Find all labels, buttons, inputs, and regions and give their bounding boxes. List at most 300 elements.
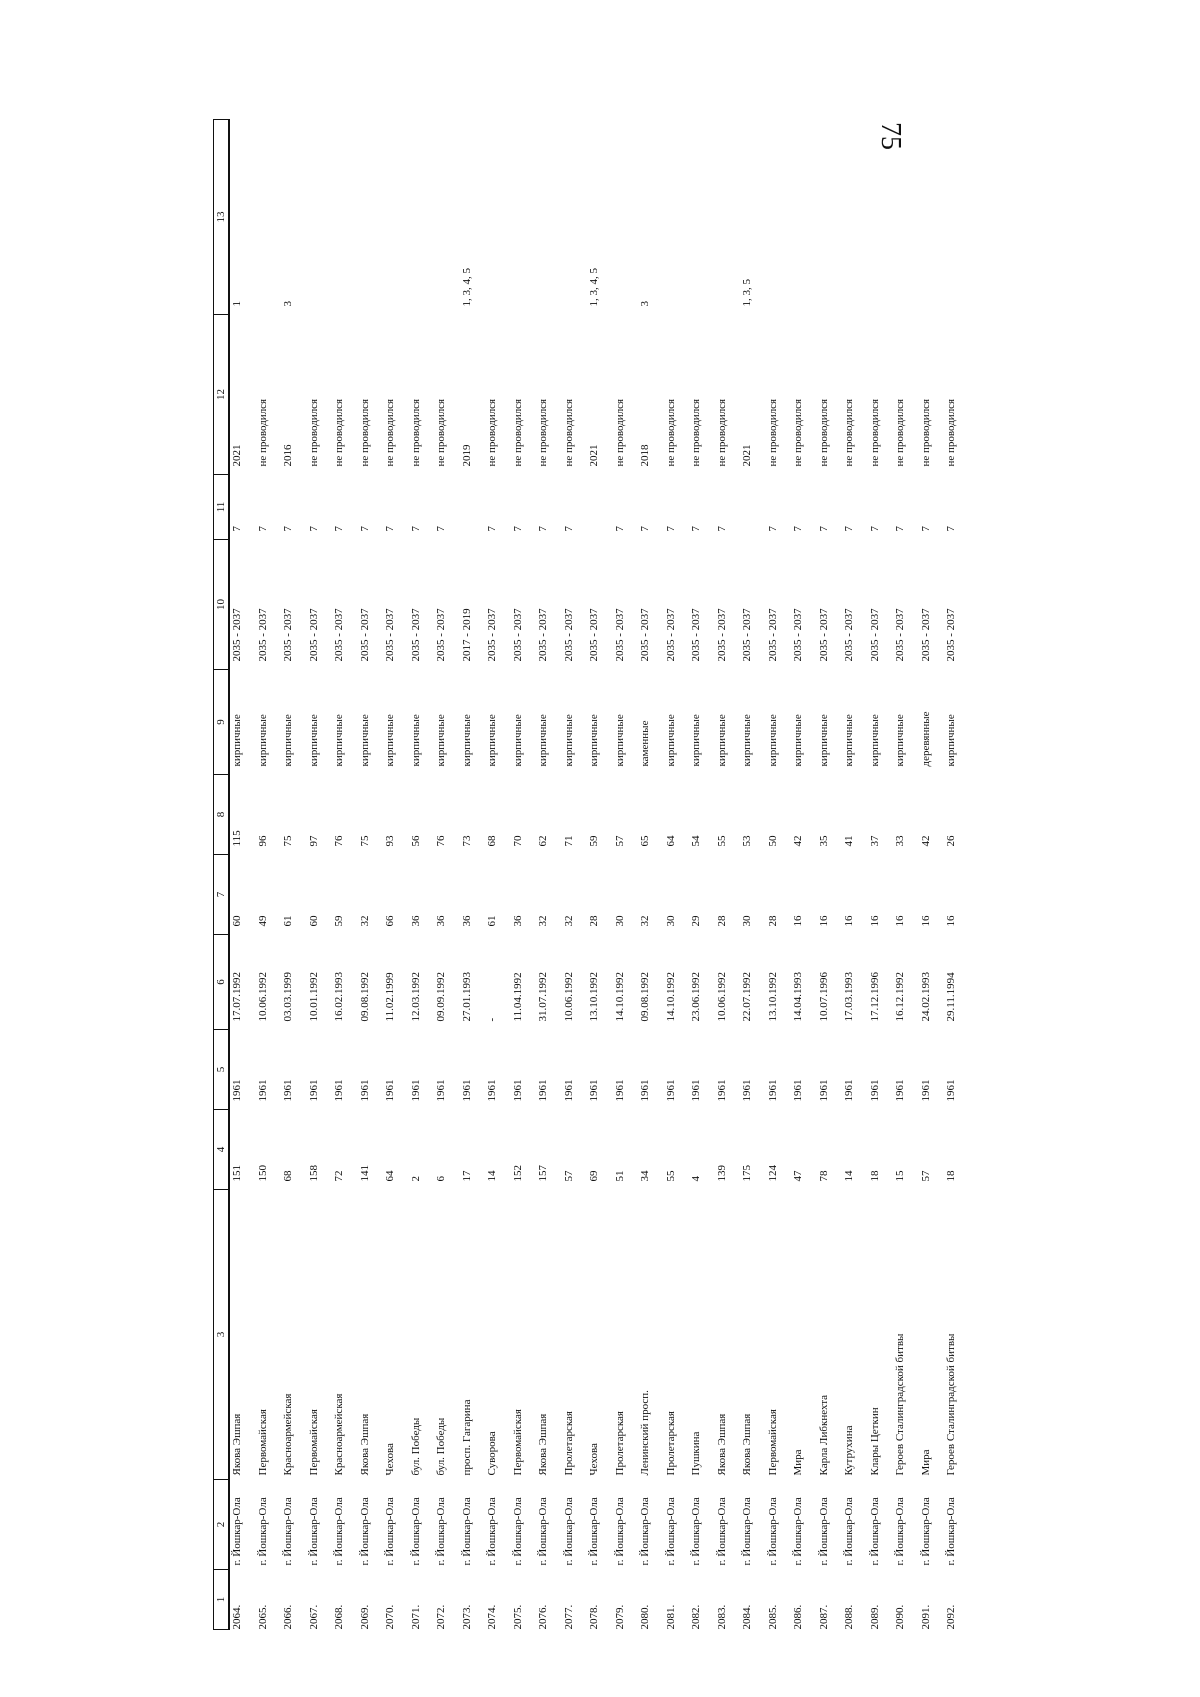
cell-street: просп. Гагарина [460,1399,473,1476]
cell-year-built: 1961 [256,1079,269,1102]
cell-privatization-date: 16.02.1993 [333,972,345,1022]
column-number-10: 10 [214,540,230,670]
cell-year-built: 1961 [664,1079,677,1102]
cell-street: Пролетарская [562,1411,575,1476]
cell-repair-codes [689,120,715,315]
cell-street: Героев Сталинградской битвы [894,1333,906,1476]
cell-apartments: 30 [664,915,677,927]
cell-last-repair-year: не проводился [486,398,498,467]
cell-privatization-date: 13.10.1992 [766,972,779,1022]
cell-planned-period: 2035 - 2037 [435,608,447,662]
cell-wall-material: кирпичные [537,714,549,767]
cell-last-repair-year: не проводился [843,398,855,467]
cell-year-built: 1961 [741,1079,753,1102]
cell-last-repair-year: не проводился [358,398,371,467]
cell-apartments: 32 [639,915,651,927]
cell-year-built: 1961 [919,1079,932,1102]
cell-apartments: 28 [715,915,728,927]
cell-wall-material: кирпичные [817,714,830,767]
cell-year-built: 1961 [894,1079,906,1102]
cell-city: г. Йошкар-Ола [919,1497,932,1566]
cell-house-number: 55 [664,1170,677,1182]
cell-planned-period: 2035 - 2037 [231,608,243,662]
cell-row-number: 2072. [435,1604,447,1630]
cell-apartments: 30 [613,915,626,927]
cell-planned-period: 2035 - 2037 [894,608,906,662]
cell-wall-material: кирпичные [945,714,957,767]
cell-wall-material: кирпичные [435,714,447,767]
cell-apartments: 16 [792,915,804,927]
cell-repair-type: 7 [511,526,524,532]
cell-repair-codes: 1, 3, 5 [741,279,753,307]
cell-planned-period: 2035 - 2037 [664,608,677,662]
cell-repair-type: 7 [307,526,320,532]
cell-residents: 54 [690,835,702,847]
table-row [256,120,282,1630]
cell-house-number: 69 [588,1170,600,1182]
column-number-11: 11 [214,475,230,540]
cell-wall-material: кирпичные [766,714,779,767]
table-row [358,120,384,1630]
cell-apartments: 32 [358,915,371,927]
cell-city: г. Йошкар-Ола [333,1497,345,1566]
cell-planned-period: 2035 - 2037 [639,608,651,662]
cell-row-number: 2079. [613,1604,626,1630]
cell-city: г. Йошкар-Ола [664,1497,677,1566]
cell-residents: 59 [588,835,600,847]
cell-repair-codes [868,120,894,315]
cell-row-number: 2081. [664,1604,677,1630]
cell-city: г. Йошкар-Ола [537,1497,549,1566]
cell-apartments: 36 [409,915,422,927]
cell-wall-material: кирпичные [894,714,906,767]
cell-city: г. Йошкар-Ола [358,1497,371,1566]
cell-row-number: 2067. [307,1604,320,1630]
table-row [842,120,868,1630]
cell-apartments: 60 [231,915,243,927]
cell-apartments: 30 [741,915,753,927]
cell-repair-type: 7 [282,526,294,532]
cell-privatization-date: 12.03.1992 [409,972,422,1022]
cell-last-repair-year: 2016 [282,444,294,467]
cell-privatization-date: 24.02.1993 [919,972,932,1022]
cell-house-number: 18 [945,1170,957,1182]
cell-year-built: 1961 [460,1079,473,1102]
cell-last-repair-year: не проводился [817,398,830,467]
cell-apartments: 60 [307,915,320,927]
cell-row-number: 2085. [766,1604,779,1630]
cell-last-repair-year: не проводился [333,398,345,467]
cell-street: Первомайская [307,1409,320,1476]
cell-repair-type: 7 [690,526,702,532]
cell-row-number: 2064. [231,1604,243,1630]
cell-house-number: 4 [690,1176,702,1182]
cell-planned-period: 2035 - 2037 [384,608,396,662]
cell-planned-period: 2035 - 2037 [307,608,320,662]
cell-year-built: 1961 [384,1079,396,1102]
cell-street: бул. Победы [435,1417,447,1476]
cell-house-number: 78 [817,1170,830,1182]
cell-repair-codes [613,120,639,315]
cell-year-built: 1961 [843,1079,855,1102]
cell-privatization-date: 16.12.1992 [894,972,906,1022]
column-number-3: 3 [214,1190,230,1480]
cell-city: г. Йошкар-Ола [945,1497,957,1566]
cell-city: г. Йошкар-Ола [766,1497,779,1566]
cell-privatization-date: 03.03.1999 [282,972,294,1022]
cell-street: Якова Эшпая [741,1413,753,1476]
cell-street: Красноармейская [282,1393,294,1476]
cell-repair-codes [893,120,919,315]
cell-year-built: 1961 [435,1079,447,1102]
cell-repair-type: 7 [613,526,626,532]
cell-house-number: 157 [537,1165,549,1182]
cell-last-repair-year: не проводился [868,398,881,467]
cell-privatization-date: 31.07.1992 [537,972,549,1022]
cell-residents: 71 [562,835,575,847]
cell-planned-period: 2035 - 2037 [843,608,855,662]
cell-planned-period: 2035 - 2037 [486,608,498,662]
cell-last-repair-year: 2019 [460,444,473,467]
cell-city: г. Йошкар-Ола [588,1497,600,1566]
cell-street: бул. Победы [409,1417,422,1476]
table-row [766,120,792,1630]
cell-wall-material: кирпичные [588,714,600,767]
cell-row-number: 2091. [919,1604,932,1630]
table-row [434,120,460,1630]
column-number-13: 13 [214,120,230,315]
cell-repair-type [587,475,613,540]
cell-street: Якова Эшпая [537,1413,549,1476]
cell-privatization-date: 10.06.1992 [715,972,728,1022]
cell-street: Карла Либкнехта [817,1394,830,1476]
cell-apartments: 16 [843,915,855,927]
cell-year-built: 1961 [766,1079,779,1102]
cell-repair-type [740,475,766,540]
cell-street: Мира [919,1449,932,1476]
cell-house-number: 151 [231,1165,243,1182]
column-number-5: 5 [214,1030,230,1110]
table-row [919,120,945,1630]
cell-privatization-date: 14.10.1992 [664,972,677,1022]
table-row [817,120,843,1630]
cell-privatization-date: 23.06.1992 [690,972,702,1022]
cell-residents: 26 [945,835,957,847]
housing-register-table [213,119,970,1630]
cell-privatization-date: 14.10.1992 [613,972,626,1022]
cell-privatization-date: 10.06.1992 [256,972,269,1022]
cell-street: Первомайская [256,1409,269,1476]
cell-house-number: 47 [792,1170,804,1182]
cell-row-number: 2076. [537,1604,549,1630]
cell-house-number: 150 [256,1165,269,1182]
cell-house-number: 14 [486,1170,498,1182]
cell-house-number: 6 [435,1176,447,1182]
table-row [791,120,817,1630]
cell-repair-codes: 1 [231,301,243,307]
cell-row-number: 2074. [486,1604,498,1630]
column-number-9: 9 [214,670,230,775]
cell-privatization-date: 17.07.1992 [231,972,243,1022]
cell-city: г. Йошкар-Ола [843,1497,855,1566]
cell-residents: 62 [537,835,549,847]
cell-year-built: 1961 [868,1079,881,1102]
cell-wall-material: кирпичные [409,714,422,767]
cell-row-number: 2090. [894,1604,906,1630]
cell-wall-material: кирпичные [282,714,294,767]
cell-privatization-date: 10.07.1996 [817,972,830,1022]
cell-apartments: 59 [333,915,345,927]
cell-planned-period: 2035 - 2037 [817,608,830,662]
cell-planned-period: 2035 - 2037 [945,608,957,662]
cell-apartments: 61 [486,915,498,927]
cell-last-repair-year: не проводился [945,398,957,467]
cell-year-built: 1961 [511,1079,524,1102]
cell-last-repair-year: не проводился [690,398,702,467]
cell-year-built: 1961 [588,1079,600,1102]
cell-repair-type: 7 [817,526,830,532]
table-row [613,120,639,1630]
table-row [281,120,307,1630]
cell-street: Ленинский просп. [639,1390,651,1476]
cell-year-built: 1961 [307,1079,320,1102]
cell-house-number: 57 [919,1170,932,1182]
cell-apartments: 36 [460,915,473,927]
cell-last-repair-year: 2018 [639,444,651,467]
cell-residents: 55 [715,835,728,847]
cell-wall-material: деревянные [919,711,932,767]
cell-residents: 42 [919,835,932,847]
cell-year-built: 1961 [715,1079,728,1102]
cell-house-number: 34 [639,1170,651,1182]
cell-wall-material: кирпичные [741,714,753,767]
cell-row-number: 2086. [792,1604,804,1630]
cell-street: Якова Эшпая [715,1413,728,1476]
cell-house-number: 2 [409,1176,422,1182]
cell-row-number: 2066. [282,1604,294,1630]
cell-repair-codes [434,120,460,315]
cell-residents: 75 [358,835,371,847]
cell-last-repair-year: 2021 [741,444,753,467]
cell-apartments: 36 [435,915,447,927]
cell-last-repair-year: не проводился [894,398,906,467]
table-row [689,120,715,1630]
cell-last-repair-year: не проводился [384,398,396,467]
table-row [409,120,435,1630]
cell-street: Кутрухина [843,1425,855,1476]
cell-year-built: 1961 [282,1079,294,1102]
cell-planned-period: 2035 - 2037 [511,608,524,662]
cell-year-built: 1961 [537,1079,549,1102]
cell-repair-type: 7 [843,526,855,532]
cell-year-built: 1961 [690,1079,702,1102]
cell-city: г. Йошкар-Ола [741,1497,753,1566]
cell-wall-material: кирпичные [715,714,728,767]
cell-wall-material: кирпичные [511,714,524,767]
cell-wall-material: кирпичные [486,714,498,767]
cell-repair-type: 7 [945,526,957,532]
cell-planned-period: 2035 - 2037 [868,608,881,662]
cell-last-repair-year: 2021 [231,444,243,467]
cell-planned-period: 2035 - 2037 [562,608,575,662]
cell-residents: 42 [792,835,804,847]
cell-planned-period: 2035 - 2037 [333,608,345,662]
cell-city: г. Йошкар-Ола [486,1497,498,1566]
table-row [587,120,613,1630]
cell-apartments: 66 [384,915,396,927]
column-number-4: 4 [214,1110,230,1190]
cell-house-number: 14 [843,1170,855,1182]
cell-wall-material: кирпичные [843,714,855,767]
cell-wall-material: кирпичные [307,714,320,767]
cell-last-repair-year: не проводился [562,398,575,467]
cell-house-number: 64 [384,1170,396,1182]
cell-last-repair-year: 2021 [588,444,600,467]
cell-city: г. Йошкар-Ола [384,1497,396,1566]
cell-residents: 64 [664,835,677,847]
cell-residents: 53 [741,835,753,847]
cell-apartments: 28 [588,915,600,927]
cell-privatization-date: 10.06.1992 [562,972,575,1022]
cell-apartments: 32 [562,915,575,927]
cell-last-repair-year: не проводился [919,398,932,467]
cell-residents: 76 [333,835,345,847]
cell-wall-material: кирпичные [868,714,881,767]
cell-apartments: 16 [919,915,932,927]
cell-residents: 35 [817,835,830,847]
cell-city: г. Йошкар-Ола [307,1497,320,1566]
cell-city: г. Йошкар-Ола [868,1497,881,1566]
cell-repair-codes [562,120,588,315]
cell-repair-type: 7 [766,526,779,532]
cell-repair-codes [766,120,792,315]
cell-repair-codes: 1, 3, 4, 5 [460,268,473,307]
cell-year-built: 1961 [358,1079,371,1102]
cell-wall-material: кирпичные [256,714,269,767]
cell-residents: 37 [868,835,881,847]
cell-row-number: 2075. [511,1604,524,1630]
cell-wall-material: кирпичные [358,714,371,767]
cell-repair-codes [256,120,282,315]
cell-city: г. Йошкар-Ола [817,1497,830,1566]
cell-wall-material: кирпичные [792,714,804,767]
column-number-6: 6 [214,935,230,1030]
cell-residents: 75 [282,835,294,847]
table-row [893,120,919,1630]
cell-house-number: 57 [562,1170,575,1182]
cell-house-number: 158 [307,1165,320,1182]
cell-city: г. Йошкар-Ола [690,1497,702,1566]
column-number-1: 1 [214,1570,230,1630]
cell-row-number: 2080. [639,1604,651,1630]
cell-wall-material: кирпичные [460,714,473,767]
cell-repair-type: 7 [486,526,498,532]
cell-last-repair-year: не проводился [409,398,422,467]
cell-repair-codes [332,120,358,315]
cell-residents: 96 [256,835,269,847]
cell-repair-type: 7 [256,526,269,532]
table-row [944,120,970,1630]
table-row [460,120,486,1630]
cell-city: г. Йошкар-Ола [894,1497,906,1566]
cell-apartments: 32 [537,915,549,927]
cell-wall-material: кирпичные [690,714,702,767]
cell-repair-codes [817,120,843,315]
cell-year-built: 1961 [486,1079,498,1102]
cell-apartments: 36 [511,915,524,927]
cell-apartments: 29 [690,915,702,927]
cell-planned-period: 2035 - 2037 [256,608,269,662]
cell-year-built: 1961 [792,1079,804,1102]
cell-house-number: 72 [333,1170,345,1182]
cell-residents: 76 [435,835,447,847]
rotated-table-area [213,120,973,1630]
cell-repair-codes [919,120,945,315]
cell-planned-period: 2035 - 2037 [588,608,600,662]
cell-repair-type: 7 [715,526,728,532]
cell-repair-type: 7 [435,526,447,532]
cell-residents: 97 [307,835,320,847]
cell-street: Первомайская [766,1409,779,1476]
cell-residents: 41 [843,835,855,847]
cell-city: г. Йошкар-Ола [256,1497,269,1566]
cell-privatization-date: 22.07.1992 [741,972,753,1022]
cell-row-number: 2084. [741,1604,753,1630]
cell-last-repair-year: не проводился [664,398,677,467]
cell-privatization-date: 09.09.1992 [435,972,447,1022]
cell-privatization-date: 11.02.1999 [384,972,396,1022]
cell-row-number: 2087. [817,1604,830,1630]
cell-city: г. Йошкар-Ола [562,1497,575,1566]
cell-city: г. Йошкар-Ола [792,1497,804,1566]
table-row [536,120,562,1630]
cell-row-number: 2065. [256,1604,269,1630]
cell-apartments: 16 [894,915,906,927]
cell-last-repair-year: не проводился [256,398,269,467]
cell-planned-period: 2035 - 2037 [715,608,728,662]
cell-street: Пролетарская [664,1411,677,1476]
cell-year-built: 1961 [562,1079,575,1102]
cell-repair-type: 7 [333,526,345,532]
cell-house-number: 141 [358,1165,371,1182]
cell-house-number: 68 [282,1170,294,1182]
column-number-7: 7 [214,855,230,935]
cell-privatization-date: 17.12.1996 [868,972,881,1022]
cell-repair-codes [664,120,690,315]
table-body [229,120,970,1630]
cell-privatization-date: 09.08.1992 [639,972,651,1022]
cell-last-repair-year: не проводился [613,398,626,467]
cell-apartments: 49 [256,915,269,927]
cell-repair-codes [358,120,384,315]
cell-privatization-date: 13.10.1992 [588,972,600,1022]
cell-residents: 68 [486,835,498,847]
cell-city: г. Йошкар-Ола [613,1497,626,1566]
column-number-row [214,120,230,1630]
cell-apartments: 16 [817,915,830,927]
cell-house-number: 17 [460,1170,473,1182]
cell-planned-period: 2035 - 2037 [690,608,702,662]
cell-city: г. Йошкар-Ола [639,1497,651,1566]
cell-privatization-date: 17.03.1993 [843,972,855,1022]
cell-wall-material: кирпичные [664,714,677,767]
cell-repair-codes [791,120,817,315]
cell-planned-period: 2035 - 2037 [766,608,779,662]
cell-repair-type: 7 [919,526,932,532]
cell-house-number: 139 [715,1165,728,1182]
cell-apartments: 61 [282,915,294,927]
cell-planned-period: 2035 - 2037 [358,608,371,662]
